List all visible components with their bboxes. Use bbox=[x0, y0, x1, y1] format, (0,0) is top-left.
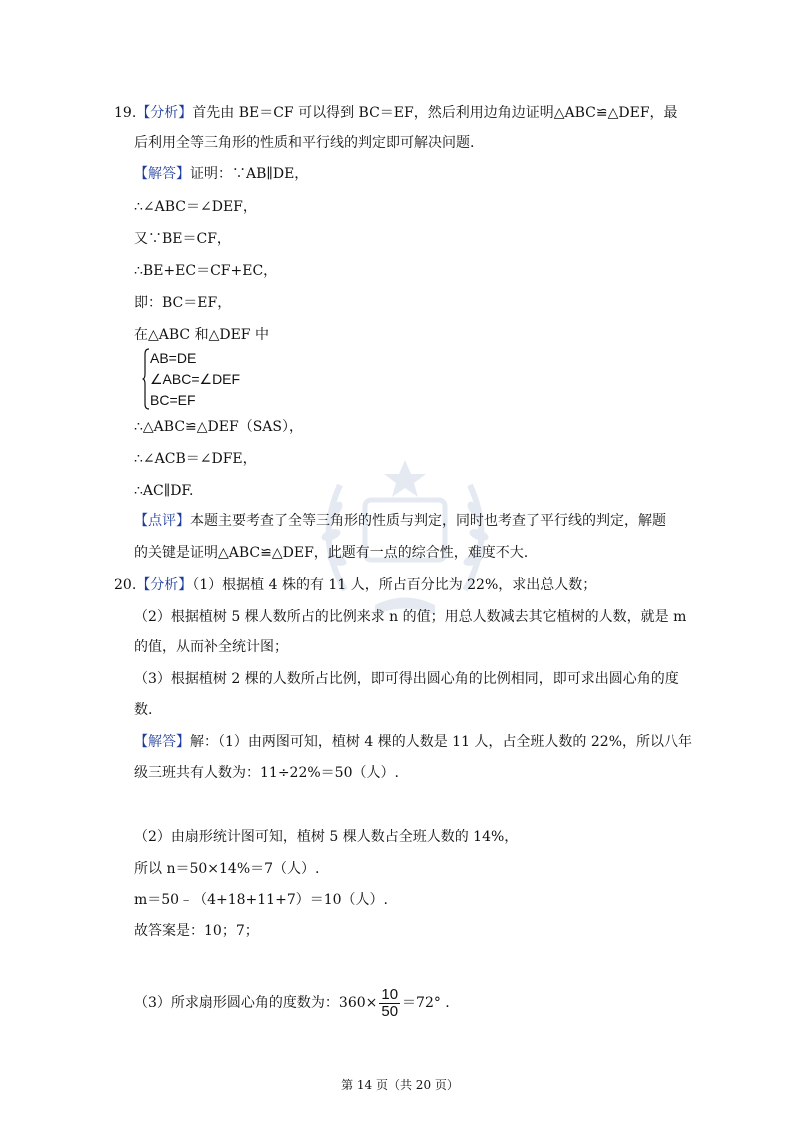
q19-comment-tag: 【点评】 bbox=[134, 513, 190, 529]
q20-solution-line2: 级三班共有人数为：11÷22%＝50（人）. bbox=[134, 765, 399, 781]
q19-step: ∴∠ABC＝∠DEF， bbox=[134, 199, 257, 215]
q19-comment-text1: 本题主要考查了全等三角形的性质与判定，同时也考查了平行线的判定，解题 bbox=[190, 513, 666, 529]
q19-comment-line1 bbox=[134, 511, 666, 531]
q20-part3-line bbox=[134, 985, 450, 1021]
q19-analysis-tag: 【分析】 bbox=[136, 105, 193, 121]
fraction-denominator: 50 bbox=[381, 1002, 399, 1020]
page-footer: 第 14 页（共 20 页） bbox=[341, 1078, 459, 1092]
q19-step: ∴BE+EC＝CF+EC， bbox=[134, 263, 278, 279]
q19-step: 在△ABC 和△DEF 中 bbox=[134, 327, 269, 343]
q20-part2-line2: 所以 n＝50×14%＝7（人）. bbox=[134, 861, 320, 877]
system-row: AB=DE bbox=[150, 350, 197, 366]
q20-solution-text1: 解：（1）由两图可知，植树 4 棵的人数是 11 人，占全班人数的 22%，所以八年 bbox=[190, 734, 692, 750]
q19-analysis-text1: 首先由 BE＝CF 可以得到 BC＝EF，然后利用边角边证明△ABC≌△DEF，最 bbox=[192, 105, 678, 121]
q20-solution-line1 bbox=[134, 732, 692, 752]
q20-part2-line3: m＝50﹣（4+18+11+7）＝10（人）. bbox=[134, 892, 388, 908]
q19-conclusion: ∴△ABC≌△DEF（SAS）， bbox=[134, 419, 303, 435]
q20-number: 20. bbox=[114, 577, 137, 593]
q20-analysis-line2: （2）根据植树 5 棵人数所占的比例来求 n 的值；用总人数减去其它植树的人数，就是 m bbox=[134, 609, 687, 625]
q20-analysis-line5: 数. bbox=[134, 702, 153, 718]
system-row: ∠ABC=∠DEF bbox=[150, 371, 241, 387]
system-row: BC=EF bbox=[150, 392, 196, 408]
q20-part2-line4: 故答案是：10；7； bbox=[134, 923, 259, 939]
q20-part2-line1: （2）由扇形统计图可知，植树 5 棵人数占全班人数的 14%， bbox=[134, 829, 519, 845]
q19-number: 19. bbox=[114, 105, 137, 121]
q20-analysis-line4: （3）根据植树 2 棵的人数所占比例，即可得出圆心角的比例相同，即可求出圆心角的度 bbox=[134, 671, 679, 687]
q19-conclusion: ∴∠ACB＝∠DFE， bbox=[134, 451, 257, 467]
q19-step: 又∵BE＝CF， bbox=[134, 231, 231, 247]
q19-analysis-line1 bbox=[114, 103, 678, 123]
q20-part3-prefix: （3）所求扇形圆心角的度数为：360× bbox=[134, 995, 378, 1011]
q20-analysis-tag: 【分析】 bbox=[136, 577, 193, 593]
q19-step: 即：BC＝EF， bbox=[134, 295, 232, 311]
q19-solution-first-text: 证明：∵AB∥DE， bbox=[190, 166, 309, 182]
q20-analysis-text1: （1）根据植 4 株的有 11 人，所占百分比为 22%，求出总人数； bbox=[192, 577, 597, 593]
q20-analysis-line1 bbox=[114, 575, 596, 595]
q20-part3-suffix: ＝72° . bbox=[402, 995, 450, 1011]
q19-comment-line2: 的关键是证明△ABC≌△DEF，此题有一点的综合性，难度不大. bbox=[134, 545, 529, 561]
watermark-logo bbox=[305, 440, 505, 630]
q19-analysis-line2: 后利用全等三角形的性质和平行线的判定即可解决问题. bbox=[134, 135, 475, 151]
q19-conclusion: ∴AC∥DF. bbox=[134, 483, 194, 499]
equation-system bbox=[142, 348, 262, 410]
q20-solution-tag: 【解答】 bbox=[134, 734, 190, 750]
q20-analysis-line3: 的值，从而补全统计图； bbox=[134, 639, 288, 655]
q19-solution-tag: 【解答】 bbox=[134, 166, 190, 182]
q19-solution-first bbox=[134, 164, 308, 184]
fraction bbox=[379, 987, 400, 1020]
left-brace-icon bbox=[142, 348, 150, 410]
fraction-numerator: 10 bbox=[381, 985, 399, 1003]
